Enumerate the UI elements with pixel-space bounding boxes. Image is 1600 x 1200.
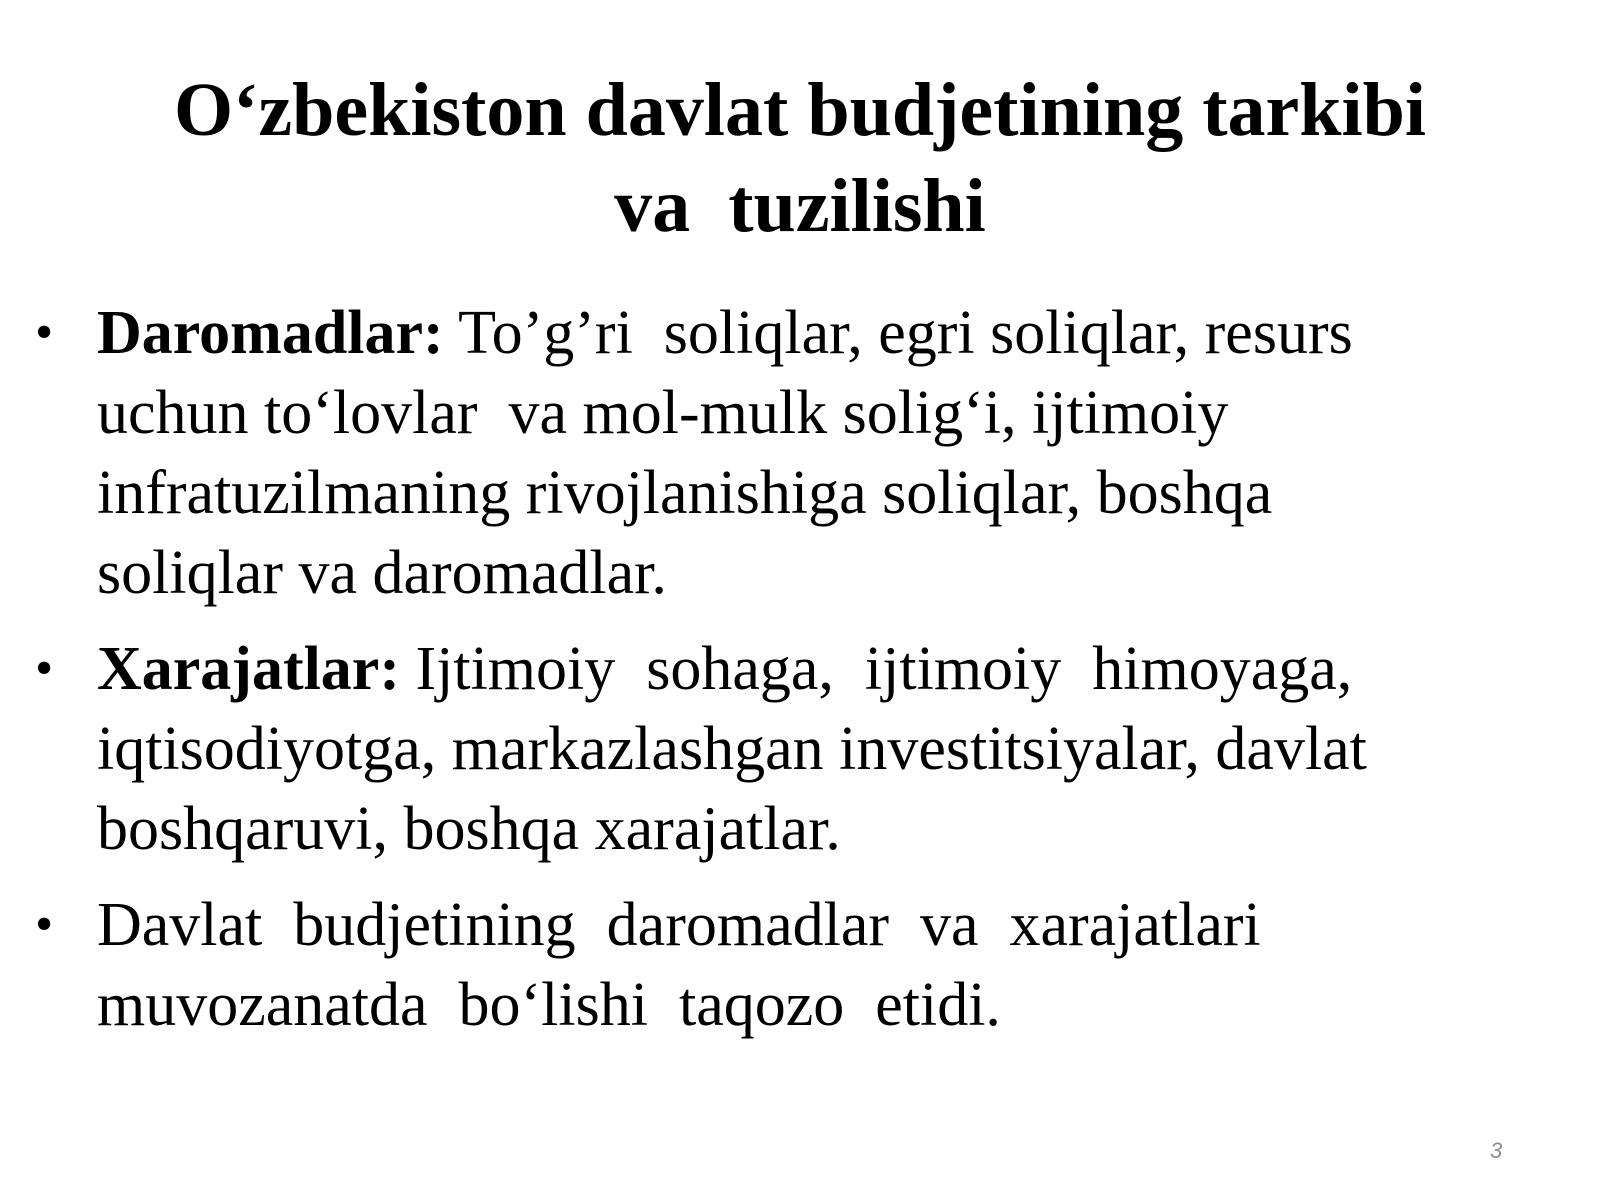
bullet-term: Daromadlar: [97, 299, 444, 367]
bullet-item-balance [35, 885, 1495, 1045]
bullet-line: soliqlar va daromadlar. [97, 539, 667, 607]
bullet-line: muvozanatda bo‘lishi taqozo etidi. [97, 971, 1001, 1039]
bullet-line: iqtisodiyotga, markazlashgan investitsiyalar, davlat [97, 715, 1367, 783]
slide-title [80, 62, 1520, 254]
bullet-text: To’g’ri soliqlar, egri soliqlar, resurs [443, 299, 1353, 367]
bullet-line: boshqaruvi, boshqa xarajatlar. [97, 795, 841, 863]
bullet-term: Xarajatlar: [97, 635, 400, 703]
bullet-icon: • [35, 640, 54, 697]
bullet-icon: • [35, 304, 54, 361]
slide-title-line-1: O‘zbekiston davlat budjetining tarkibi [173, 68, 1427, 152]
bullet-line [97, 629, 1495, 709]
bullet-list [35, 293, 1495, 1061]
bullet-line [97, 293, 1495, 373]
slide-number: 3 [1490, 1138, 1503, 1163]
bullet-line: infratuzilmaning rivojlanishiga soliqlar, boshqa [97, 459, 1273, 527]
bullet-item-revenues [35, 293, 1495, 613]
bullet-item-expenditures [35, 629, 1495, 869]
slide-title-line-2: va tuzilishi [614, 164, 986, 248]
bullet-line: uchun to‘lovlar va mol-mulk solig‘i, ijtimoiy [97, 379, 1229, 447]
bullet-text: Ijtimoiy sohaga, ijtimoiy himoyaga, [399, 635, 1353, 703]
bullet-line: Davlat budjetining daromadlar va xarajatlari [97, 891, 1261, 959]
bullet-icon: • [35, 896, 54, 953]
